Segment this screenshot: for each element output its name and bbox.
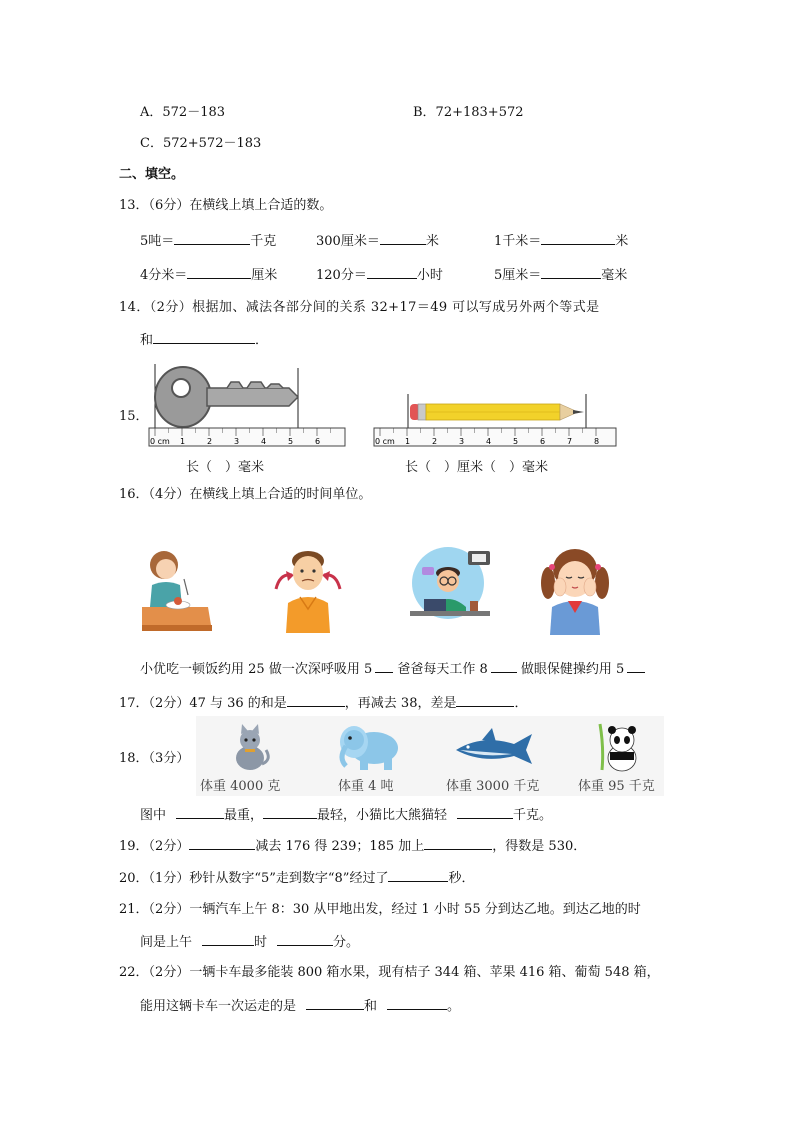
panda-icon [596, 720, 644, 774]
q14-line2: 和 ． [140, 330, 268, 350]
choice-c: C．572+572－183 [140, 136, 262, 151]
panda-weight: 体重 95 千克 [578, 779, 655, 794]
breathing-boy-image [270, 545, 346, 637]
q15-caption-1: 长（ ）毫米 [186, 460, 265, 475]
q13-row2-c: 5厘米＝ 毫米 [494, 265, 627, 285]
q13-row1-c: 1千米＝ 米 [494, 231, 628, 251]
q13-row1-b: 300厘米＝ 米 [316, 231, 439, 251]
pencil-icon [408, 394, 586, 428]
eating-girl-image [138, 545, 214, 637]
q21-line2: 间是上午 时 分。 [140, 932, 359, 952]
elephant-weight: 体重 4 吨 [338, 779, 394, 794]
choice-a: A．572－183 [140, 105, 226, 120]
cat-icon [226, 722, 272, 772]
ruler-1 [149, 428, 345, 446]
ruler-2-tick: 3 [459, 437, 465, 446]
q13-row1-a: 5吨＝ 千克 [140, 231, 276, 251]
shark-icon [452, 726, 536, 770]
ruler-1-tick: 5 [288, 437, 294, 446]
section-heading: 二、填空。 [119, 167, 185, 182]
choice-b: B．72+183+572 [413, 105, 524, 120]
ruler-2-tick: 2 [432, 437, 438, 446]
q18-num: 18．（3分） [119, 751, 190, 766]
ruler-1-unit: 0 cm [150, 437, 170, 446]
q18-line: 图中 最重， 最轻，小猫比大熊猫轻 千克。 [140, 805, 552, 825]
q13-row2-b: 120分＝ 小时 [316, 265, 443, 285]
cat-weight: 体重 4000 克 [200, 779, 281, 794]
q20: 20．（1分）秒针从数字“5”走到数字“8”经过了 秒． [119, 868, 474, 888]
working-father-image [404, 545, 494, 623]
ruler-2-tick: 4 [486, 437, 492, 446]
ruler-1-tick: 6 [315, 437, 321, 446]
ruler-2-tick: 5 [513, 437, 519, 446]
q13-row2-a: 4分米＝ 厘米 [140, 265, 277, 285]
q17: 17．（2分）47 与 36 的和是 ，再减去 38，差是 ． [119, 693, 528, 713]
ruler-1-tick: 3 [234, 437, 240, 446]
q14-stem: 14．（2分）根据加、减法各部分间的关系 32+17＝49 可以写成另外两个等式是 [119, 300, 600, 315]
ruler-2-tick: 7 [567, 437, 573, 446]
q15-caption-2: 长（ ）厘米（ ）毫米 [405, 460, 549, 475]
ruler-2-unit: 0 cm [375, 437, 395, 446]
ruler-2 [374, 428, 616, 446]
elephant-icon [334, 720, 406, 774]
q22-line2: 能用这辆卡车一次运走的是 和 。 [140, 996, 460, 1016]
q19: 19．（2分） 减去 176 得 239；185 加上 ，得数是 530． [119, 836, 586, 856]
shark-weight: 体重 3000 千克 [446, 779, 540, 794]
ruler-1-tick: 4 [261, 437, 267, 446]
q21-line1: 21．（2分）一辆汽车上午 8：30 从甲地出发，经过 1 小时 55 分到达乙地。到达乙地的时 [119, 902, 641, 917]
ruler-1-tick: 2 [207, 437, 213, 446]
q15-num: 15． [119, 409, 149, 424]
q16-items: 小优吃一顿饭约用 25 做一次深呼吸用 5 爸爸每天工作 8 做眼保健操约用 5 [140, 659, 645, 679]
q22-line1: 22．（2分）一辆卡车最多能装 800 箱水果，现有桔子 344 箱、苹果 416 箱、葡萄 548 箱， [119, 965, 660, 980]
q16-stem: 16．（4分）在横线上填上合适的时间单位。 [119, 487, 372, 502]
eye-exercise-girl-image [538, 545, 612, 637]
key-icon [155, 364, 298, 428]
ruler-1-tick: 1 [180, 437, 186, 446]
ruler-2-tick: 1 [405, 437, 411, 446]
ruler-2-tick: 8 [594, 437, 600, 446]
ruler-2-tick: 6 [540, 437, 546, 446]
q13-stem: 13．（6分）在横线上填上合适的数。 [119, 198, 333, 213]
